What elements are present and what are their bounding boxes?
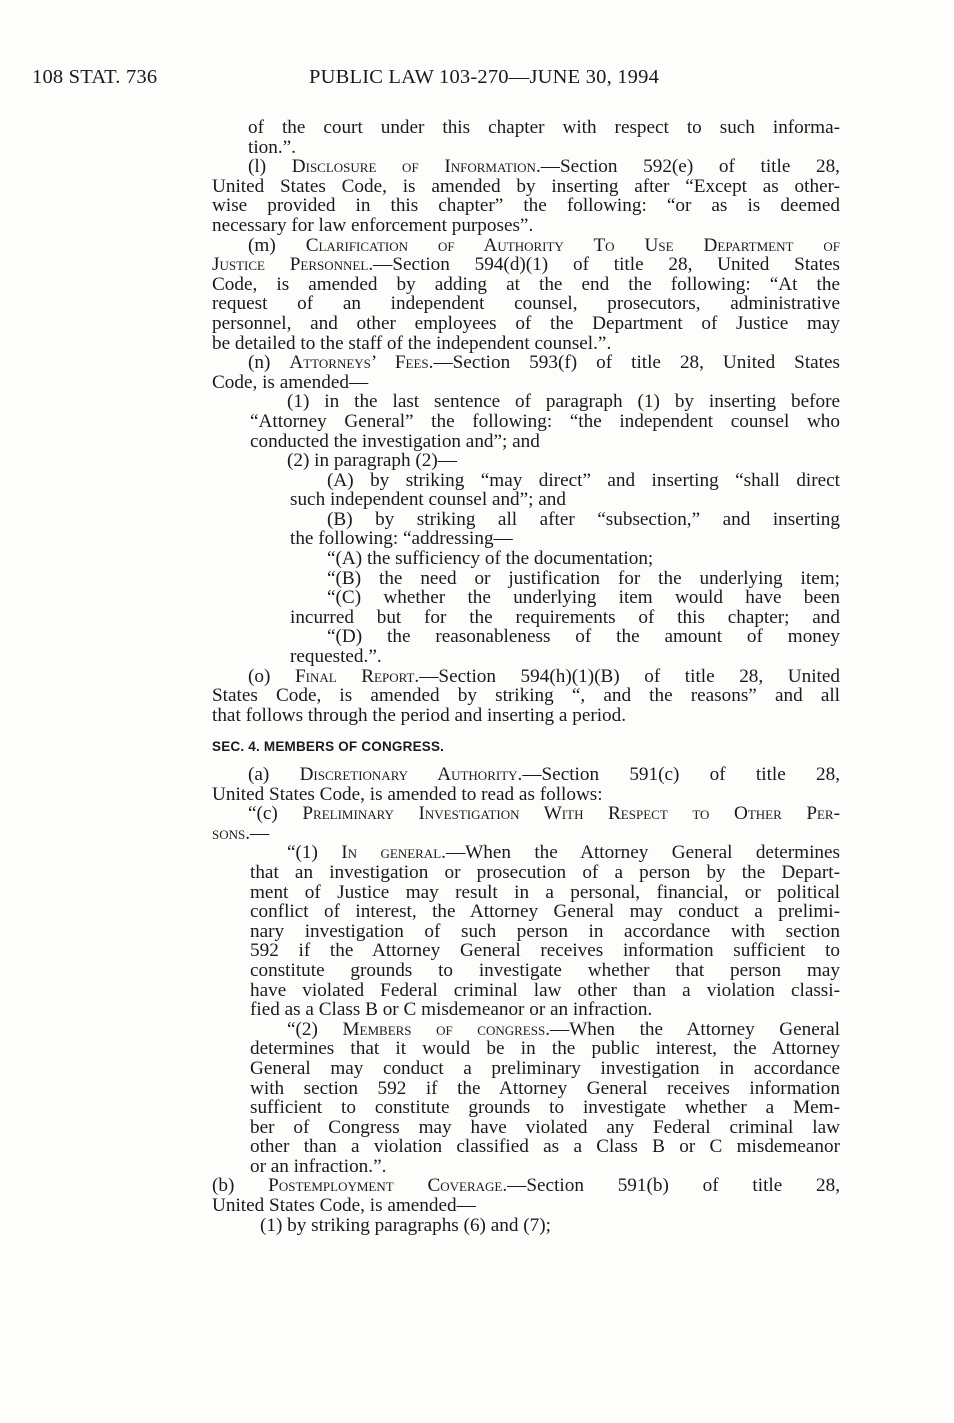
text-line: ber of Congress may have violated any Federal criminal law — [250, 1116, 840, 1138]
subsection-text: —Section 593(f) of title 28, United States — [433, 352, 840, 374]
text-line: or an infraction.”. — [250, 1155, 387, 1177]
subsection-m-heading — [212, 236, 840, 256]
text-line: necessary for law enforcement purposes”. — [212, 214, 534, 236]
text-line: conducted the investigation and”; and — [250, 430, 540, 452]
text-line: General may conduct a preliminary investigation in accordance — [250, 1057, 840, 1079]
quoted-subsection-c-heading — [212, 804, 840, 824]
text-line: conflict of interest, the Attorney General may conduct a prelimi- — [250, 901, 840, 923]
text-line: tion.”. — [248, 136, 296, 158]
text-line: requested.”. — [290, 646, 382, 668]
paragraph-1-heading — [212, 843, 840, 863]
text-line: the following: “addressing— — [290, 528, 513, 550]
section-heading: SEC. 4. MEMBERS OF CONGRESS. — [212, 739, 445, 755]
subsection-text: —Section 594(d)(1) of title 28, United States — [373, 254, 840, 276]
text-line: nary investigation of such person in accordance with section — [250, 920, 840, 942]
text-line: request of an independent counsel, prosecutors, administrative — [212, 293, 840, 315]
text-line: (2) in paragraph (2)— — [287, 450, 457, 472]
text-line: (B) by striking all after “subsection,” and inserting — [327, 508, 840, 530]
subsection-l-heading — [212, 157, 840, 177]
text-line: “(D) the reasonableness of the amount of money — [327, 626, 840, 648]
subsection-label: (m) — [248, 234, 306, 256]
text-line: sufficient to constitute grounds to investigate whether a Mem- — [250, 1097, 840, 1119]
subsection-label: (n) — [248, 352, 290, 374]
subsection-label: (a) — [248, 764, 300, 785]
text-line: fied as a Class B or C misdemeanor or an infraction. — [250, 999, 653, 1021]
text-line: “(A) the sufficiency of the documentation; — [327, 548, 654, 570]
running-title: PUBLIC LAW 103-270—JUNE 30, 1994 — [309, 66, 660, 88]
text-line: Code, is amended by adding at the end the following: “At the — [212, 273, 840, 295]
text-line: incurred but for the requirements of this chapter; and — [290, 606, 840, 628]
subsection-title: Attorneys’ Fees. — [289, 352, 434, 374]
paragraph-title: In general. — [341, 842, 446, 864]
subsection-text: —Section 592(e) of title 28, — [540, 156, 840, 178]
subsection-n-heading — [212, 353, 840, 373]
subsection-title: Postemployment Coverage. — [268, 1175, 508, 1197]
text-line: with section 592 if the Attorney General receives information — [250, 1077, 840, 1099]
subsection-b-heading — [212, 1176, 840, 1196]
subsection-title: Final Report. — [294, 665, 420, 687]
subsection-title: Discretionary Authority. — [299, 764, 523, 785]
text-line: “(C) whether the underlying item would have been — [327, 587, 840, 609]
subsection-label: “(c) — [248, 803, 303, 825]
subsection-text: —Section 594(h)(1)(B) of title 28, United — [419, 665, 840, 687]
text-line: States Code, is amended by striking “, and the reasons” and all — [212, 685, 840, 707]
text-line: wise provided in this chapter” the following: “or as is deemed — [212, 195, 840, 217]
subsection-text: —Section 591(c) of title 28, — [522, 764, 840, 785]
subsection-title: Preliminary Investigation With Respect to Other Per- — [302, 803, 840, 825]
text-line: 592 if the Attorney General receives information sufficient to — [250, 940, 840, 962]
text-line: that an investigation or prosecution of a person by the Depart- — [250, 861, 840, 883]
paragraph-label: “(2) — [287, 1018, 343, 1040]
paragraph-text: —When the Attorney General — [550, 1018, 841, 1040]
paragraph-label: “(1) — [287, 842, 342, 864]
subsection-title: Clarification of Authority To Use Department of — [305, 234, 840, 256]
page-body — [212, 118, 840, 1235]
text-line: United States Code, is amended by inserting after “Except as other- — [212, 175, 840, 197]
text-line: Code, is amended— — [212, 371, 369, 393]
subsection-label: (b) — [212, 1175, 269, 1197]
text-line: that follows through the period and inserting a period. — [212, 704, 627, 726]
text-line: “Attorney General” the following: “the independent counsel who — [250, 410, 840, 432]
text-line: personnel, and other employees of the Department of Justice may — [212, 312, 840, 334]
text-line: United States Code, is amended— — [212, 1195, 476, 1217]
subsection-o-heading — [212, 667, 840, 687]
page-reference: 108 STAT. 736 — [32, 66, 158, 88]
text-line: (A) by striking “may direct” and inserting “shall direct — [327, 469, 840, 491]
text-line: United States Code, is amended to read as follows: — [212, 783, 603, 805]
text-line: such independent counsel and”; and — [290, 489, 566, 511]
text-line: be detailed to the staff of the independent counsel.”. — [212, 332, 612, 354]
text-line: other than a violation classified as a Class B or C misdemeanor — [250, 1136, 840, 1158]
subsection-text: —Section 591(b) of title 28, — [507, 1175, 841, 1197]
text-line: of the court under this chapter with respect to such informa- — [248, 117, 840, 138]
subsection-title: Disclosure of Information. — [291, 156, 541, 178]
text-line: have violated Federal criminal law other than a violation classi- — [250, 979, 840, 1001]
paragraph-title: Members of congress. — [342, 1018, 550, 1040]
text-line: constitute grounds to investigate whether that person may — [250, 959, 840, 981]
subsection-label: (l) — [248, 156, 292, 178]
paragraph-text: —When the Attorney General determines — [445, 842, 841, 864]
text-line: determines that it would be in the public interest, the Attorney — [250, 1038, 840, 1060]
text-line — [212, 255, 840, 275]
text-line: sons.— — [212, 822, 270, 844]
subsection-a-heading — [212, 765, 840, 785]
text-line: “(B) the need or justification for the underlying item; — [327, 567, 840, 589]
text-line: (1) by striking paragraphs (6) and (7); — [260, 1214, 551, 1236]
paragraph-2-heading — [212, 1020, 840, 1040]
text-line: ment of Justice may result in a personal, financial, or political — [250, 881, 840, 903]
text-line: (1) in the last sentence of paragraph (1) by inserting before — [287, 391, 840, 413]
page-header — [32, 66, 922, 92]
subsection-label: (o) — [248, 665, 295, 687]
subsection-title-cont: Justice Personnel. — [212, 254, 374, 276]
